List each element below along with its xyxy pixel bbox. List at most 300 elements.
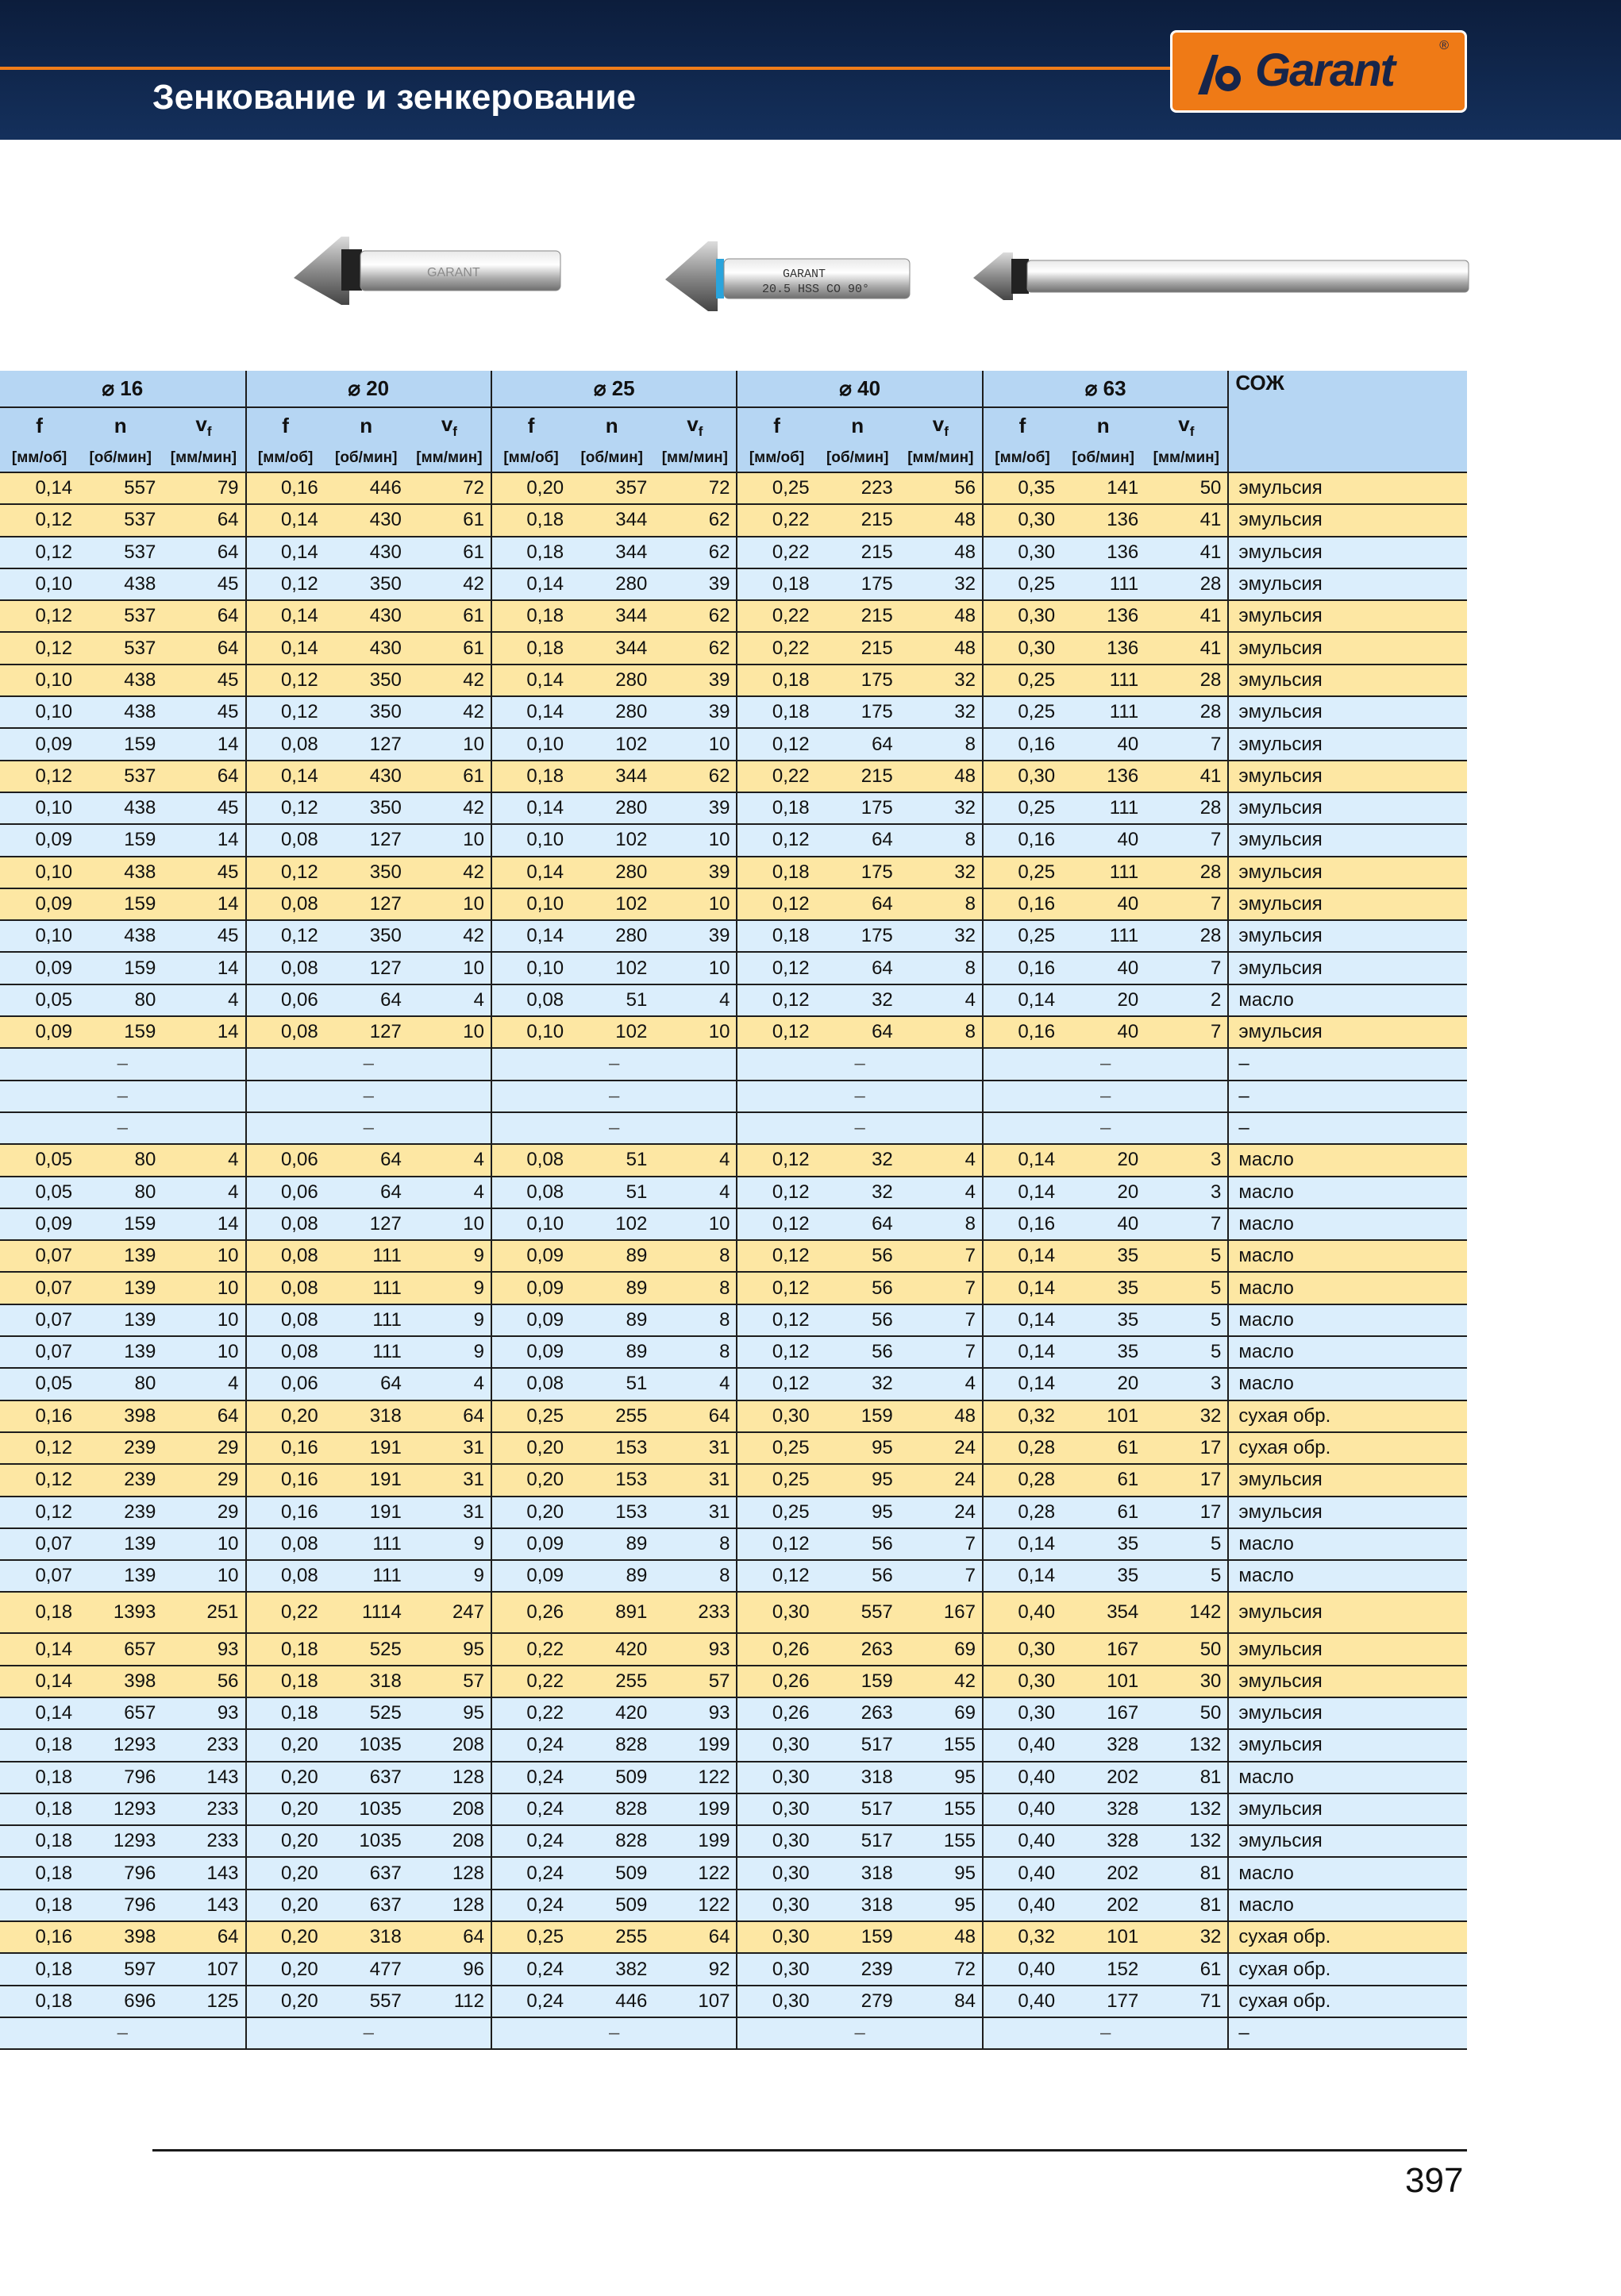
- table-cell: 35: [1061, 1272, 1145, 1304]
- table-cell: 0,12: [737, 1177, 815, 1208]
- coolant-cell: эмульсия: [1228, 568, 1467, 600]
- table-cell: –: [246, 1048, 491, 1080]
- table-cell: 537: [79, 761, 162, 792]
- table-cell: 8: [653, 1272, 737, 1304]
- table-cell: 122: [653, 1890, 737, 1921]
- table-cell: 64: [162, 632, 245, 664]
- diameter-header: ⌀ 25: [491, 371, 737, 407]
- coolant-cell: эмульсия: [1228, 792, 1467, 824]
- table-cell: 0,18: [491, 632, 570, 664]
- table-cell: 0,22: [246, 1592, 325, 1633]
- table-cell: 0,30: [737, 1400, 815, 1432]
- table-cell: 107: [653, 1986, 737, 2017]
- table-cell: 41: [1145, 632, 1228, 664]
- coolant-cell: эмульсия: [1228, 665, 1467, 696]
- table-cell: 557: [325, 1986, 408, 2017]
- table-cell: 61: [1061, 1464, 1145, 1496]
- table-cell: 10: [653, 888, 737, 920]
- table-row: [0, 920, 1467, 952]
- table-row: [0, 1953, 1467, 1985]
- table-cell: 40: [1061, 1016, 1145, 1048]
- table-cell: 1293: [79, 1825, 162, 1857]
- table-cell: 0,18: [0, 1986, 79, 2017]
- table-cell: 71: [1145, 1986, 1228, 2017]
- table-cell: 35: [1061, 1240, 1145, 1272]
- table-cell: 152: [1061, 1953, 1145, 1985]
- table-cell: 28: [1145, 665, 1228, 696]
- table-cell: 0,26: [737, 1666, 815, 1697]
- table-cell: 5: [1145, 1272, 1228, 1304]
- table-cell: 0,12: [0, 537, 79, 568]
- table-cell: 0,12: [737, 1272, 815, 1304]
- table-cell: 0,18: [0, 1890, 79, 1921]
- table-cell: 0,12: [737, 1144, 815, 1176]
- table-cell: 64: [325, 1144, 408, 1176]
- parameter-header: f: [491, 407, 570, 444]
- countersink-image-2: [664, 235, 914, 314]
- table-cell: 0,09: [491, 1240, 570, 1272]
- table-cell: 8: [653, 1528, 737, 1560]
- coolant-header: СОЖ: [1228, 371, 1467, 472]
- table-cell: 39: [653, 568, 737, 600]
- table-row: [0, 1464, 1467, 1496]
- unit-header: [об/мин]: [570, 444, 653, 472]
- table-cell: 239: [79, 1464, 162, 1496]
- table-cell: 139: [79, 1528, 162, 1560]
- table-cell: 0,14: [983, 1336, 1061, 1368]
- table-cell: 0,40: [983, 1729, 1061, 1761]
- table-cell: 0,09: [0, 888, 79, 920]
- table-cell: 61: [408, 600, 491, 632]
- unit-header: [мм/мин]: [1145, 444, 1228, 472]
- table-row: [0, 1016, 1467, 1048]
- table-cell: 0,14: [983, 1144, 1061, 1176]
- table-cell: 139: [79, 1304, 162, 1336]
- parameter-header: n: [1061, 407, 1145, 444]
- table-cell: 5: [1145, 1560, 1228, 1592]
- table-cell: 0,14: [246, 537, 325, 568]
- table-cell: 159: [79, 952, 162, 984]
- table-cell: 122: [653, 1762, 737, 1793]
- table-cell: 1114: [325, 1592, 408, 1633]
- unit-header: [мм/об]: [0, 444, 79, 472]
- table-cell: 128: [408, 1857, 491, 1889]
- table-cell: 0,25: [983, 696, 1061, 728]
- table-cell: 141: [1061, 472, 1145, 504]
- table-cell: 7: [899, 1304, 983, 1336]
- table-cell: 5: [1145, 1528, 1228, 1560]
- table-cell: 0,20: [246, 1953, 325, 1985]
- table-cell: 32: [899, 665, 983, 696]
- parameter-header: $v_f$: [653, 407, 737, 444]
- table-cell: 167: [1061, 1697, 1145, 1729]
- table-cell: 111: [1061, 568, 1145, 600]
- table-cell: 0,16: [983, 952, 1061, 984]
- table-cell: 56: [816, 1336, 899, 1368]
- table-cell: 64: [162, 1921, 245, 1953]
- table-cell: 0,09: [491, 1304, 570, 1336]
- table-cell: –: [0, 2017, 246, 2049]
- table-cell: 328: [1061, 1729, 1145, 1761]
- table-cell: 0,07: [0, 1560, 79, 1592]
- table-cell: 95: [899, 1762, 983, 1793]
- coolant-cell: сухая обр.: [1228, 1953, 1467, 1985]
- coolant-cell: эмульсия: [1228, 1825, 1467, 1857]
- garant-logo-text: Garant: [1255, 44, 1394, 96]
- table-cell: 0,20: [491, 472, 570, 504]
- table-cell: 10: [162, 1304, 245, 1336]
- table-cell: 199: [653, 1825, 737, 1857]
- table-cell: 9: [408, 1272, 491, 1304]
- unit-header: [мм/об]: [246, 444, 325, 472]
- table-cell: 0,18: [737, 568, 815, 600]
- table-cell: 95: [816, 1464, 899, 1496]
- diameter-header: ⌀ 16: [0, 371, 246, 407]
- table-cell: 354: [1061, 1592, 1145, 1633]
- table-cell: 0,18: [737, 857, 815, 888]
- table-cell: 48: [899, 761, 983, 792]
- table-cell: 0,10: [0, 920, 79, 952]
- cutting-data-table: [0, 371, 1467, 2050]
- table-cell: 430: [325, 537, 408, 568]
- table-cell: 0,18: [246, 1697, 325, 1729]
- table-cell: 57: [653, 1666, 737, 1697]
- table-cell: 0,14: [983, 1560, 1061, 1592]
- table-cell: 0,08: [246, 1208, 325, 1240]
- table-cell: 0,24: [491, 1986, 570, 2017]
- table-cell: 56: [816, 1304, 899, 1336]
- table-row: [0, 1560, 1467, 1592]
- table-cell: 81: [1145, 1762, 1228, 1793]
- table-cell: 0,35: [983, 472, 1061, 504]
- table-cell: 0,12: [737, 952, 815, 984]
- table-cell: 95: [899, 1890, 983, 1921]
- table-cell: 45: [162, 857, 245, 888]
- table-cell: 159: [79, 888, 162, 920]
- table-cell: 0,12: [0, 1497, 79, 1528]
- table-cell: 1035: [325, 1825, 408, 1857]
- table-cell: 0,30: [983, 537, 1061, 568]
- table-cell: –: [737, 2017, 982, 2049]
- table-cell: 0,25: [983, 568, 1061, 600]
- table-row: [0, 1890, 1467, 1921]
- table-cell: 0,07: [0, 1528, 79, 1560]
- table-cell: 357: [570, 472, 653, 504]
- table-cell: 42: [408, 857, 491, 888]
- table-cell: 191: [325, 1464, 408, 1496]
- table-cell: 0,12: [246, 857, 325, 888]
- table-cell: 69: [899, 1633, 983, 1665]
- table-cell: 438: [79, 665, 162, 696]
- table-row: [0, 537, 1467, 568]
- parameter-header: n: [325, 407, 408, 444]
- table-cell: 0,26: [737, 1633, 815, 1665]
- table-row: [0, 984, 1467, 1016]
- table-cell: 17: [1145, 1464, 1228, 1496]
- table-cell: 0,12: [246, 792, 325, 824]
- table-cell: 111: [325, 1304, 408, 1336]
- table-cell: 93: [162, 1697, 245, 1729]
- table-cell: 111: [325, 1336, 408, 1368]
- table-cell: 0,40: [983, 1953, 1061, 1985]
- table-cell: 42: [408, 568, 491, 600]
- table-cell: 61: [408, 537, 491, 568]
- table-cell: 159: [79, 728, 162, 760]
- table-cell: 56: [816, 1560, 899, 1592]
- table-row: [0, 1081, 1467, 1112]
- table-cell: 40: [1061, 952, 1145, 984]
- coolant-cell: масло: [1228, 1890, 1467, 1921]
- table-cell: 0,20: [246, 1793, 325, 1825]
- table-cell: 0,14: [983, 1272, 1061, 1304]
- table-cell: 159: [79, 1208, 162, 1240]
- table-cell: 51: [570, 1368, 653, 1400]
- table-cell: 80: [79, 1368, 162, 1400]
- table-cell: 48: [899, 1921, 983, 1953]
- table-cell: 4: [653, 1177, 737, 1208]
- table-cell: 0,10: [491, 888, 570, 920]
- table-row: [0, 665, 1467, 696]
- unit-header: [мм/об]: [491, 444, 570, 472]
- table-cell: 0,30: [983, 632, 1061, 664]
- table-cell: 0,16: [983, 1016, 1061, 1048]
- table-cell: 0,30: [737, 1825, 815, 1857]
- table-cell: 57: [408, 1666, 491, 1697]
- unit-header: [об/мин]: [1061, 444, 1145, 472]
- table-cell: 96: [408, 1953, 491, 1985]
- table-cell: 111: [1061, 920, 1145, 952]
- table-cell: –: [983, 2017, 1228, 2049]
- table-cell: 525: [325, 1633, 408, 1665]
- table-cell: 14: [162, 1016, 245, 1048]
- table-cell: 0,06: [246, 984, 325, 1016]
- table-cell: 7: [899, 1240, 983, 1272]
- table-cell: 62: [653, 600, 737, 632]
- table-cell: 64: [653, 1400, 737, 1432]
- table-cell: 0,40: [983, 1762, 1061, 1793]
- table-cell: 202: [1061, 1857, 1145, 1889]
- table-cell: 125: [162, 1986, 245, 2017]
- table-cell: 136: [1061, 537, 1145, 568]
- table-cell: 0,12: [0, 761, 79, 792]
- table-cell: 64: [162, 1400, 245, 1432]
- table-cell: 177: [1061, 1986, 1145, 2017]
- table-cell: 4: [408, 1177, 491, 1208]
- table-cell: 62: [653, 761, 737, 792]
- table-cell: 9: [408, 1240, 491, 1272]
- parameter-header: f: [0, 407, 79, 444]
- table-cell: –: [491, 1081, 737, 1112]
- table-cell: 95: [816, 1432, 899, 1464]
- table-cell: 0,08: [491, 1177, 570, 1208]
- table-cell: 344: [570, 600, 653, 632]
- coolant-cell: масло: [1228, 1762, 1467, 1793]
- table-cell: 10: [408, 888, 491, 920]
- table-cell: 398: [79, 1400, 162, 1432]
- table-cell: 28: [1145, 696, 1228, 728]
- table-cell: 45: [162, 568, 245, 600]
- table-cell: 0,10: [491, 824, 570, 856]
- table-cell: 32: [816, 1177, 899, 1208]
- table-row: [0, 1240, 1467, 1272]
- table-cell: 0,20: [246, 1825, 325, 1857]
- coolant-cell: масло: [1228, 1177, 1467, 1208]
- diameter-header: ⌀ 63: [983, 371, 1228, 407]
- table-cell: 0,16: [246, 1497, 325, 1528]
- table-cell: 0,16: [0, 1921, 79, 1953]
- table-cell: 175: [816, 696, 899, 728]
- table-cell: 0,25: [737, 1432, 815, 1464]
- table-cell: 175: [816, 857, 899, 888]
- table-cell: 0,30: [737, 1890, 815, 1921]
- coolant-cell: эмульсия: [1228, 1697, 1467, 1729]
- coolant-cell: эмульсия: [1228, 696, 1467, 728]
- parameter-header: $v_f$: [408, 407, 491, 444]
- table-cell: 0,30: [983, 504, 1061, 536]
- table-cell: 80: [79, 1177, 162, 1208]
- table-row: [0, 792, 1467, 824]
- table-row: [0, 761, 1467, 792]
- table-cell: 32: [899, 696, 983, 728]
- table-cell: 8: [899, 888, 983, 920]
- table-cell: 81: [1145, 1857, 1228, 1889]
- table-cell: 39: [653, 792, 737, 824]
- table-cell: 102: [570, 728, 653, 760]
- table-cell: 10: [162, 1240, 245, 1272]
- table-cell: 446: [570, 1986, 653, 2017]
- table-cell: 637: [325, 1857, 408, 1889]
- table-cell: 175: [816, 665, 899, 696]
- table-cell: 3: [1145, 1144, 1228, 1176]
- table-cell: 42: [408, 792, 491, 824]
- table-cell: 509: [570, 1762, 653, 1793]
- table-cell: 5: [1145, 1336, 1228, 1368]
- table-cell: 32: [1145, 1921, 1228, 1953]
- table-cell: 136: [1061, 761, 1145, 792]
- coolant-cell: масло: [1228, 1368, 1467, 1400]
- table-cell: 0,18: [0, 1857, 79, 1889]
- countersink-image-1: [292, 232, 568, 308]
- table-cell: 111: [1061, 792, 1145, 824]
- table-cell: 32: [899, 568, 983, 600]
- table-cell: 891: [570, 1592, 653, 1633]
- table-cell: 0,10: [0, 665, 79, 696]
- table-cell: 8: [899, 952, 983, 984]
- table-cell: 509: [570, 1857, 653, 1889]
- table-cell: 42: [408, 920, 491, 952]
- table-cell: 0,18: [246, 1666, 325, 1697]
- table-cell: 0,14: [491, 568, 570, 600]
- table-cell: 9: [408, 1336, 491, 1368]
- table-cell: 199: [653, 1729, 737, 1761]
- table-cell: 0,25: [983, 857, 1061, 888]
- table-cell: 2: [1145, 984, 1228, 1016]
- table-cell: 64: [408, 1921, 491, 1953]
- table-cell: 350: [325, 857, 408, 888]
- table-row: [0, 696, 1467, 728]
- table-cell: 39: [653, 665, 737, 696]
- table-cell: 398: [79, 1921, 162, 1953]
- table-cell: 31: [408, 1497, 491, 1528]
- table-cell: 0,16: [983, 824, 1061, 856]
- table-cell: 430: [325, 504, 408, 536]
- coolant-cell: –: [1228, 1112, 1467, 1144]
- table-cell: 382: [570, 1953, 653, 1985]
- table-cell: 537: [79, 632, 162, 664]
- unit-header: [мм/об]: [983, 444, 1061, 472]
- table-row: [0, 1368, 1467, 1400]
- table-cell: 30: [1145, 1666, 1228, 1697]
- table-cell: 61: [1061, 1432, 1145, 1464]
- table-cell: 95: [408, 1697, 491, 1729]
- table-row: [0, 1432, 1467, 1464]
- table-cell: 50: [1145, 472, 1228, 504]
- table-cell: 0,30: [737, 1986, 815, 2017]
- table-cell: 0,32: [983, 1921, 1061, 1953]
- table-cell: 31: [653, 1464, 737, 1496]
- table-cell: 430: [325, 761, 408, 792]
- table-cell: 0,09: [491, 1528, 570, 1560]
- table-cell: 48: [899, 537, 983, 568]
- footer-rule: [152, 2149, 1467, 2152]
- table-cell: 72: [653, 472, 737, 504]
- table-cell: 69: [899, 1697, 983, 1729]
- table-cell: 438: [79, 568, 162, 600]
- table-cell: 191: [325, 1432, 408, 1464]
- parameter-header: $v_f$: [899, 407, 983, 444]
- table-cell: 102: [570, 952, 653, 984]
- table-row: [0, 1144, 1467, 1176]
- table-row: [0, 1336, 1467, 1368]
- coolant-cell: масло: [1228, 1857, 1467, 1889]
- table-cell: 0,08: [246, 1016, 325, 1048]
- table-cell: 0,22: [737, 504, 815, 536]
- table-cell: 7: [899, 1528, 983, 1560]
- table-cell: 24: [899, 1432, 983, 1464]
- table-cell: 89: [570, 1560, 653, 1592]
- table-cell: 239: [816, 1953, 899, 1985]
- table-cell: 0,12: [0, 1432, 79, 1464]
- table-cell: 64: [816, 728, 899, 760]
- table-cell: 132: [1145, 1825, 1228, 1857]
- table-cell: 0,18: [246, 1633, 325, 1665]
- unit-header: [об/мин]: [325, 444, 408, 472]
- table-cell: 0,14: [0, 1633, 79, 1665]
- table-cell: 0,30: [983, 761, 1061, 792]
- parameter-header: f: [983, 407, 1061, 444]
- coolant-cell: эмульсия: [1228, 728, 1467, 760]
- table-cell: 5: [1145, 1240, 1228, 1272]
- table-cell: 0,12: [0, 632, 79, 664]
- table-cell: 56: [899, 472, 983, 504]
- parameter-header: n: [570, 407, 653, 444]
- table-cell: 101: [1061, 1400, 1145, 1432]
- table-cell: 557: [816, 1592, 899, 1633]
- table-cell: 0,22: [491, 1666, 570, 1697]
- table-cell: 828: [570, 1793, 653, 1825]
- table-cell: 56: [816, 1528, 899, 1560]
- table-cell: 48: [899, 632, 983, 664]
- table-cell: 0,25: [983, 920, 1061, 952]
- diameter-header: ⌀ 40: [737, 371, 982, 407]
- table-cell: 42: [899, 1666, 983, 1697]
- table-cell: 102: [570, 1016, 653, 1048]
- coolant-cell: –: [1228, 2017, 1467, 2049]
- table-cell: 111: [325, 1528, 408, 1560]
- unit-header: [об/мин]: [816, 444, 899, 472]
- table-cell: 0,07: [0, 1336, 79, 1368]
- table-cell: 101: [1061, 1921, 1145, 1953]
